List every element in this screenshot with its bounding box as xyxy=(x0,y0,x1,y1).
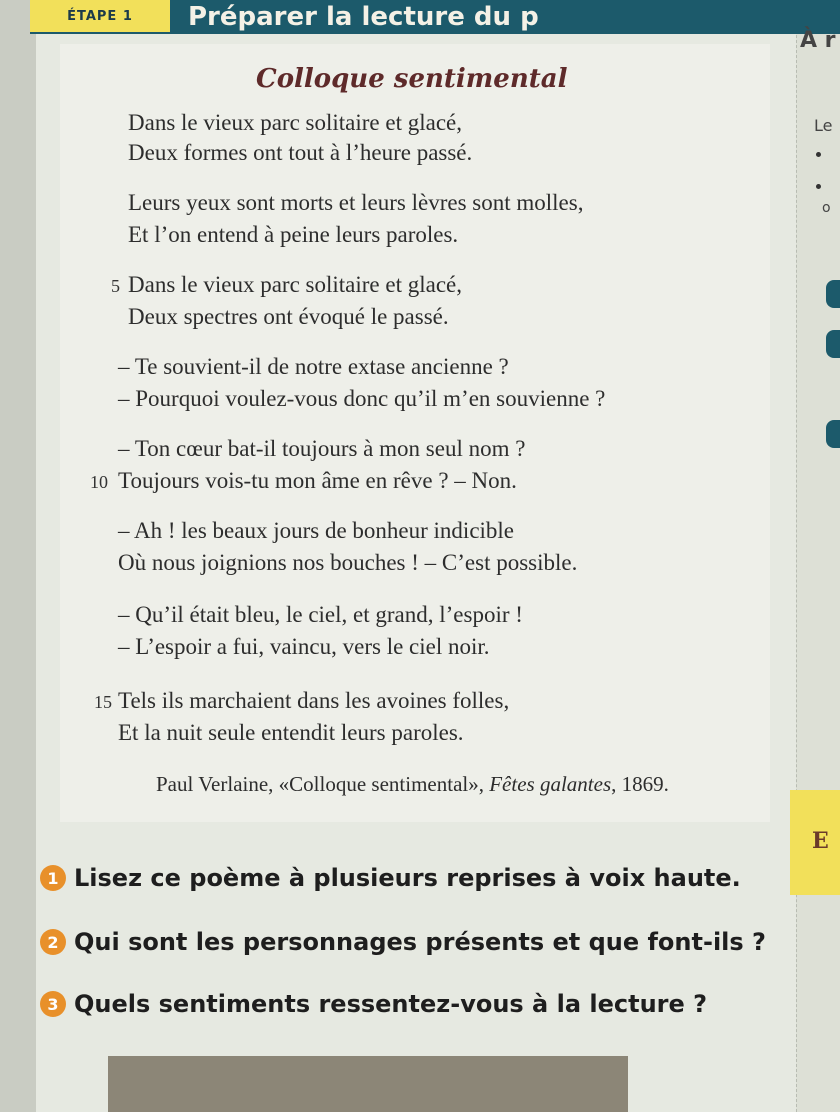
side-page-text: Le xyxy=(814,116,833,135)
poem-line: Leurs yeux sont morts et leurs lèvres sont molles, xyxy=(128,190,584,215)
question-number-badge: 1 xyxy=(40,865,66,891)
poem-line: Tels ils marchaient dans les avoines folles, xyxy=(118,688,510,713)
attribution-prefix: Paul Verlaine, «Colloque sentimental», xyxy=(156,772,490,796)
question-1 xyxy=(40,864,741,892)
poem-line: – Pourquoi voulez-vous donc qu’il m’en souvienne ? xyxy=(118,386,606,411)
side-page-letter-e: E xyxy=(812,828,829,854)
poem-attribution xyxy=(156,772,669,797)
poem-line: Et la nuit seule entendit leurs paroles. xyxy=(118,720,464,745)
etape-title: Préparer la lecture du p xyxy=(188,2,539,32)
side-page-heading: À r xyxy=(800,28,836,53)
poem-line: Où nous joignions nos bouches ! – C’est possible. xyxy=(118,550,578,575)
poem-line: – Te souvient-il de notre extase ancienne ? xyxy=(118,354,509,379)
line-number-10: 10 xyxy=(90,472,108,492)
poem-line: Toujours vois-tu mon âme en rêve ? – Non. xyxy=(118,468,517,493)
photo-strip xyxy=(108,1056,628,1112)
side-marker xyxy=(826,420,840,448)
line-number-5: 5 xyxy=(111,276,120,296)
poem-line: – L’espoir a fui, vaincu, vers le ciel noir. xyxy=(118,634,490,659)
bullet-dot xyxy=(816,152,821,157)
side-marker xyxy=(826,330,840,358)
poem-title: Colloque sentimental xyxy=(256,64,568,94)
question-number-badge: 2 xyxy=(40,929,66,955)
question-number-badge: 3 xyxy=(40,991,66,1017)
side-marker xyxy=(826,280,840,308)
poem-line: Deux spectres ont évoqué le passé. xyxy=(128,304,449,329)
question-text: Lisez ce poème à plusieurs reprises à voix haute. xyxy=(74,864,741,892)
left-page-edge xyxy=(0,0,36,1112)
question-3 xyxy=(40,990,707,1018)
poem-line: Dans le vieux parc solitaire et glacé, xyxy=(128,272,462,297)
poem-line: Et l’on entend à peine leurs paroles. xyxy=(128,222,459,247)
bullet-dot xyxy=(816,184,821,189)
side-page-letter: o xyxy=(822,200,831,216)
poem-line: – Qu’il était bleu, le ciel, et grand, l’espoir ! xyxy=(118,602,523,627)
poem-line: Dans le vieux parc solitaire et glacé, xyxy=(128,110,462,135)
line-number-15: 15 xyxy=(94,692,112,712)
question-text: Qui sont les personnages présents et que font-ils ? xyxy=(74,928,766,956)
poem-line: – Ah ! les beaux jours de bonheur indicible xyxy=(118,518,515,543)
poem-line: – Ton cœur bat-il toujours à mon seul nom ? xyxy=(118,436,526,461)
question-2 xyxy=(40,928,766,956)
right-page-edge xyxy=(796,0,840,1112)
poem-line: Deux formes ont tout à l’heure passé. xyxy=(128,140,473,165)
etape-label: ÉTAPE 1 xyxy=(30,0,170,32)
attribution-work: Fêtes galantes xyxy=(489,772,612,796)
attribution-suffix: , 1869. xyxy=(611,772,669,796)
question-text: Quels sentiments ressentez-vous à la lecture ? xyxy=(74,990,708,1018)
